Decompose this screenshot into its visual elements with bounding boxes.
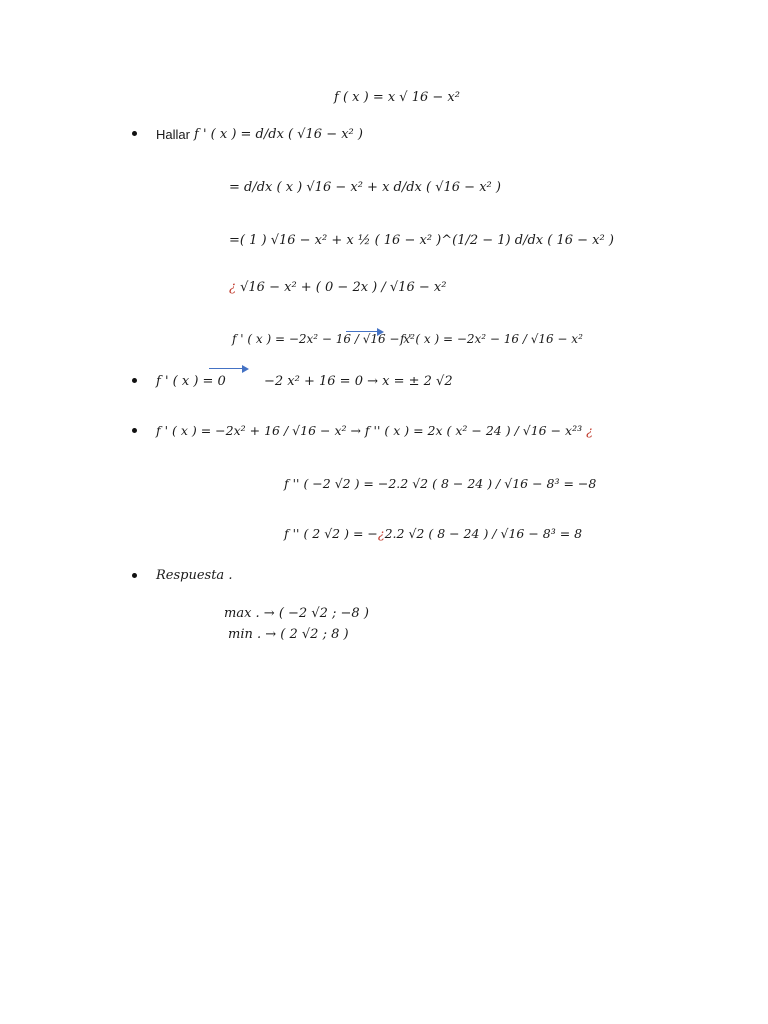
main-equation: f ( x ) = x √ 16 − x²: [334, 90, 460, 105]
answer-max: max . → ( −2 √2 ; −8 ): [224, 606, 369, 621]
evaluation-positive-mark: ¿: [377, 526, 385, 541]
step-2-chain-rule: =( 1 ) √16 − x² + x ½ ( 16 − x² )^(1/2 − 1) d/dx ( 16 − x² ): [229, 233, 614, 248]
step-4-left: f ' ( x ) = −2x² − 16 / √16 − x²: [232, 332, 415, 346]
evaluation-positive: [284, 526, 582, 542]
step-3-mark: ¿: [229, 280, 236, 295]
respuesta-label: Respuesta .: [156, 568, 233, 583]
evaluation-positive-start: f '' ( 2 √2 ) = −: [284, 526, 378, 541]
step-1-product-rule: = d/dx ( x ) √16 − x² + x d/dx ( √16 − x² ): [229, 180, 501, 195]
evaluation-positive-end: 2.2 √2 ( 8 − 24 ) / √16 − 8³ = 8: [384, 526, 583, 541]
hallar-label: Hallar: [156, 127, 190, 142]
arrow-right-icon: [346, 331, 382, 332]
critical-solution: −2 x² + 16 = 0 → x = ± 2 √2: [264, 374, 453, 389]
second-derivative: [156, 423, 593, 439]
evaluation-negative: f '' ( −2 √2 ) = −2.2 √2 ( 8 − 24 ) / √16 − 8³ = −8: [284, 476, 597, 491]
bullet-1: [132, 131, 137, 136]
critical-condition: f ' ( x ) = 0: [156, 374, 226, 389]
answer-min: min . → ( 2 √2 ; 8 ): [228, 627, 349, 642]
bullet-4: [132, 573, 137, 578]
bullet-2: [132, 378, 137, 383]
hallar-expression: f ' ( x ) = d/dx ( √16 − x² ): [194, 127, 363, 142]
second-derivative-expression: f ' ( x ) = −2x² + 16 / √16 − x² → f '' ( x ) = 2x ( x² − 24 ) / √16 − x²³: [156, 423, 583, 438]
second-derivative-mark: ¿: [586, 423, 593, 438]
step-3-expression: √16 − x² + ( 0 − 2x ) / √16 − x²: [240, 280, 447, 295]
step-3: [229, 280, 446, 296]
arrow-right-icon: [209, 368, 247, 369]
step-4-right: f ' ( x ) = −2x² − 16 / √16 − x²: [400, 332, 583, 346]
bullet-3: [132, 428, 137, 433]
